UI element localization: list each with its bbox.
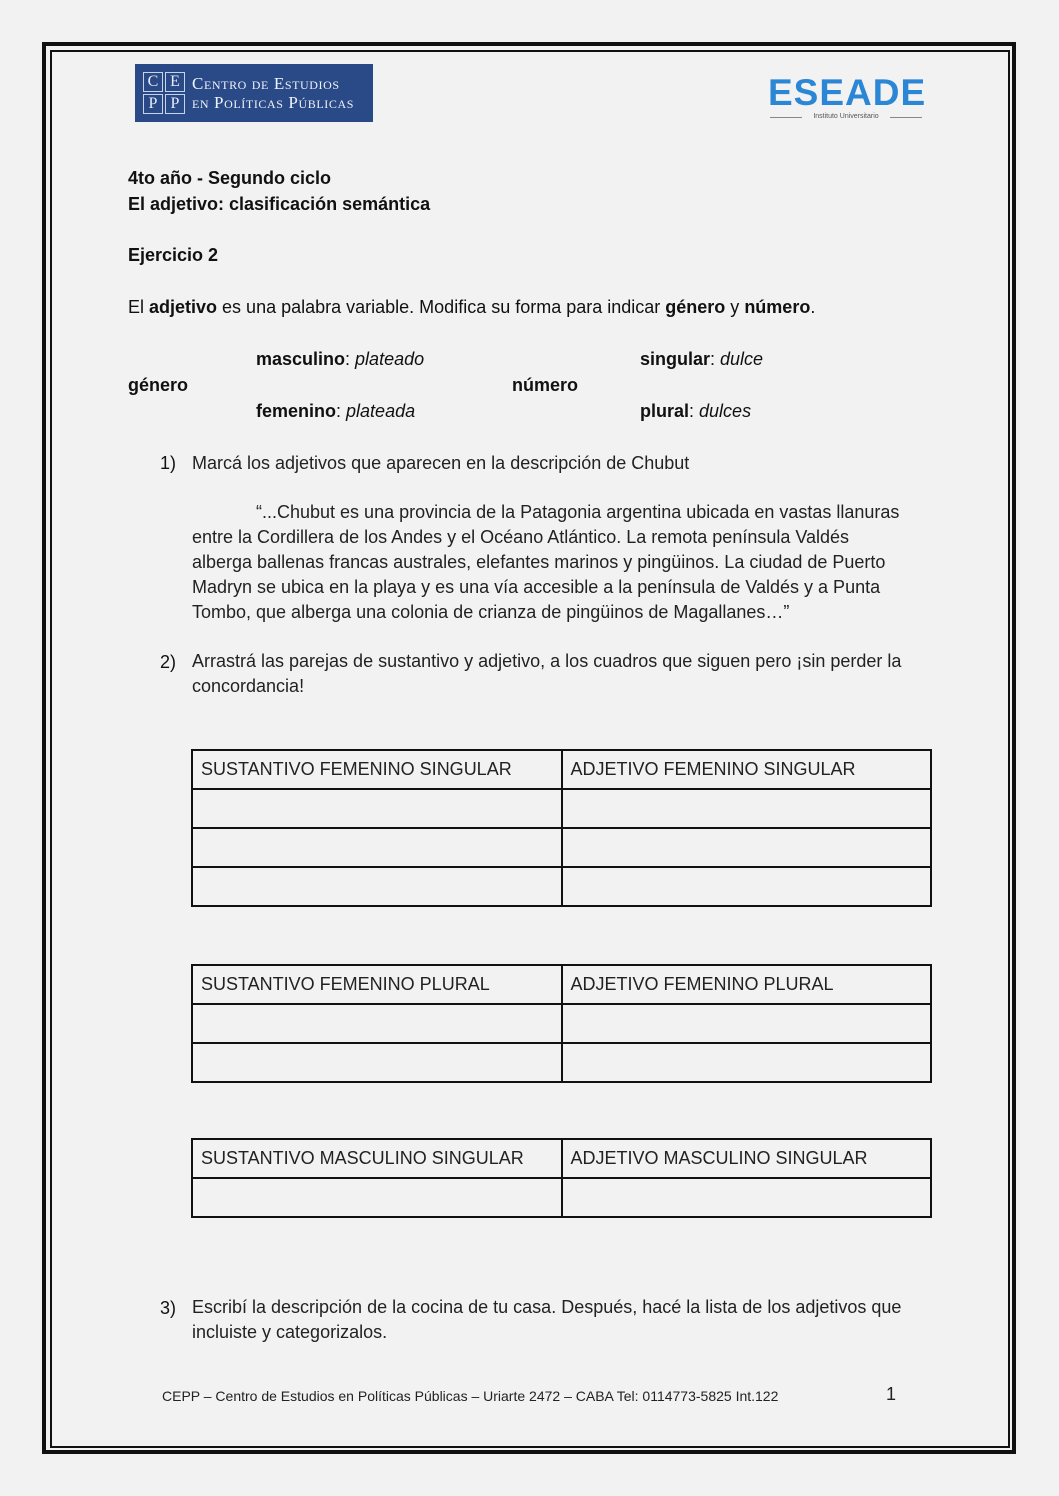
scheme-example: dulces xyxy=(699,401,752,421)
q1-quote-line: Tombo, que alberga una colonia de crianza de pingüinos de Magallanes…” xyxy=(192,602,790,622)
q1-quote xyxy=(192,500,932,625)
drop-cell[interactable] xyxy=(192,828,562,867)
intro-text: . xyxy=(810,297,816,317)
drop-cell[interactable] xyxy=(562,1043,932,1082)
table-header-cell: ADJETIVO FEMENINO SINGULAR xyxy=(562,750,932,789)
q1-quote-line: “...Chubut es una provincia de la Patagonia argentina ubicada en vastas llanuras xyxy=(256,502,900,522)
cepp-letter: C xyxy=(143,72,163,92)
table-header-cell: ADJETIVO FEMENINO PLURAL xyxy=(562,965,932,1004)
table-header-row xyxy=(192,1139,931,1178)
scheme-genero-label: género xyxy=(128,375,189,395)
page-number: 1 xyxy=(886,1384,897,1404)
table-masculino-singular xyxy=(191,1138,932,1218)
cepp-letter: P xyxy=(143,94,163,114)
grade-heading: 4to año - Segundo ciclo xyxy=(128,168,332,188)
table-row xyxy=(192,1178,931,1217)
intro-text: es una palabra variable. Modifica su forma para indicar xyxy=(217,297,666,317)
q3-number: 3) xyxy=(160,1298,177,1318)
table-row xyxy=(192,867,931,906)
footer-text: CEPP – Centro de Estudios en Políticas Públicas – Uriarte 2472 – CABA Tel: 0114773-5825 Int.122 xyxy=(162,1388,779,1404)
drop-cell[interactable] xyxy=(192,1178,562,1217)
table-header-cell: SUSTANTIVO FEMENINO SINGULAR xyxy=(192,750,562,789)
scheme-example: dulce xyxy=(720,349,764,369)
exercise-heading: Ejercicio 2 xyxy=(128,245,219,265)
scheme-label: femenino xyxy=(256,401,337,421)
q1-quote-line: Madryn se ubica en la playa y es una vía accesible a la península de Valdés y a Punta xyxy=(192,577,881,597)
table-header-row xyxy=(192,750,931,789)
drop-cell[interactable] xyxy=(192,789,562,828)
scheme-plural xyxy=(640,400,751,422)
scheme-colon: : xyxy=(710,349,721,369)
table-row xyxy=(192,828,931,867)
scheme-femenino xyxy=(256,400,415,422)
eseade-logo-subtitle: Instituto Universitario xyxy=(768,112,924,122)
scheme-masculino xyxy=(256,348,424,370)
drop-cell[interactable] xyxy=(562,1178,932,1217)
cepp-logo-line1: Centro de Estudios xyxy=(192,74,340,93)
q2-number: 2) xyxy=(160,652,177,672)
drop-cell[interactable] xyxy=(562,828,932,867)
q1-quote-line: entre la Cordillera de los Andes y el Océano Atlántico. La remota península Valdés xyxy=(192,527,850,547)
table-femenino-singular xyxy=(191,749,932,907)
cepp-letter: P xyxy=(165,94,185,114)
q3-instruction xyxy=(192,1295,952,1345)
scheme-colon: : xyxy=(336,401,347,421)
cepp-logo-mark xyxy=(143,72,185,114)
q2-instruction-line: concordancia! xyxy=(192,676,305,696)
q2-instruction-line: Arrastrá las parejas de sustantivo y adjetivo, a los cuadros que siguen pero ¡sin perder la xyxy=(192,651,902,671)
drop-cell[interactable] xyxy=(562,1004,932,1043)
drop-cell[interactable] xyxy=(562,789,932,828)
drop-cell[interactable] xyxy=(562,867,932,906)
scheme-label: singular xyxy=(640,349,711,369)
q1-quote-line: alberga ballenas francas australes, elefantes marinos y pingüinos. La ciudad de Puerto xyxy=(192,552,886,572)
table-header-cell: SUSTANTIVO MASCULINO SINGULAR xyxy=(192,1139,562,1178)
scheme-label: plural xyxy=(640,401,690,421)
drop-cell[interactable] xyxy=(192,1004,562,1043)
intro-text: El xyxy=(128,297,150,317)
scheme-example: plateada xyxy=(346,401,416,421)
scheme-label: masculino xyxy=(256,349,346,369)
table-row xyxy=(192,1004,931,1043)
topic-heading: El adjetivo: clasificación semántica xyxy=(128,194,431,214)
table-header-cell: ADJETIVO MASCULINO SINGULAR xyxy=(562,1139,932,1178)
intro-text: y xyxy=(725,297,745,317)
q2-instruction xyxy=(192,649,952,699)
table-header-cell: SUSTANTIVO FEMENINO PLURAL xyxy=(192,965,562,1004)
q1-number: 1) xyxy=(160,453,177,473)
eseade-logo xyxy=(768,72,927,124)
cepp-logo-line2: en Políticas Públicas xyxy=(192,93,355,112)
scheme-example: plateado xyxy=(355,349,425,369)
intro-keyword: número xyxy=(744,297,811,317)
cepp-letter: E xyxy=(165,72,185,92)
q1-instruction: Marcá los adjetivos que aparecen en la descripción de Chubut xyxy=(192,453,690,473)
intro-paragraph xyxy=(128,296,815,318)
q3-instruction-line: Escribí la descripción de la cocina de tu casa. Después, hacé la lista de los adjetivos que xyxy=(192,1297,902,1317)
table-row xyxy=(192,1043,931,1082)
scheme-singular xyxy=(640,348,763,370)
cepp-logo-text xyxy=(192,74,354,112)
scheme-colon: : xyxy=(689,401,700,421)
q3-instruction-line: incluiste y categorizalos. xyxy=(192,1322,388,1342)
table-row xyxy=(192,789,931,828)
scheme-numero-label: número xyxy=(512,375,579,395)
scheme-colon: : xyxy=(345,349,356,369)
table-header-row xyxy=(192,965,931,1004)
eseade-logo-word: ESEADE xyxy=(768,72,927,113)
table-femenino-plural xyxy=(191,964,932,1083)
intro-keyword: adjetivo xyxy=(149,297,218,317)
drop-cell[interactable] xyxy=(192,1043,562,1082)
intro-keyword: género xyxy=(665,297,726,317)
cepp-logo xyxy=(135,64,373,122)
drop-cell[interactable] xyxy=(192,867,562,906)
